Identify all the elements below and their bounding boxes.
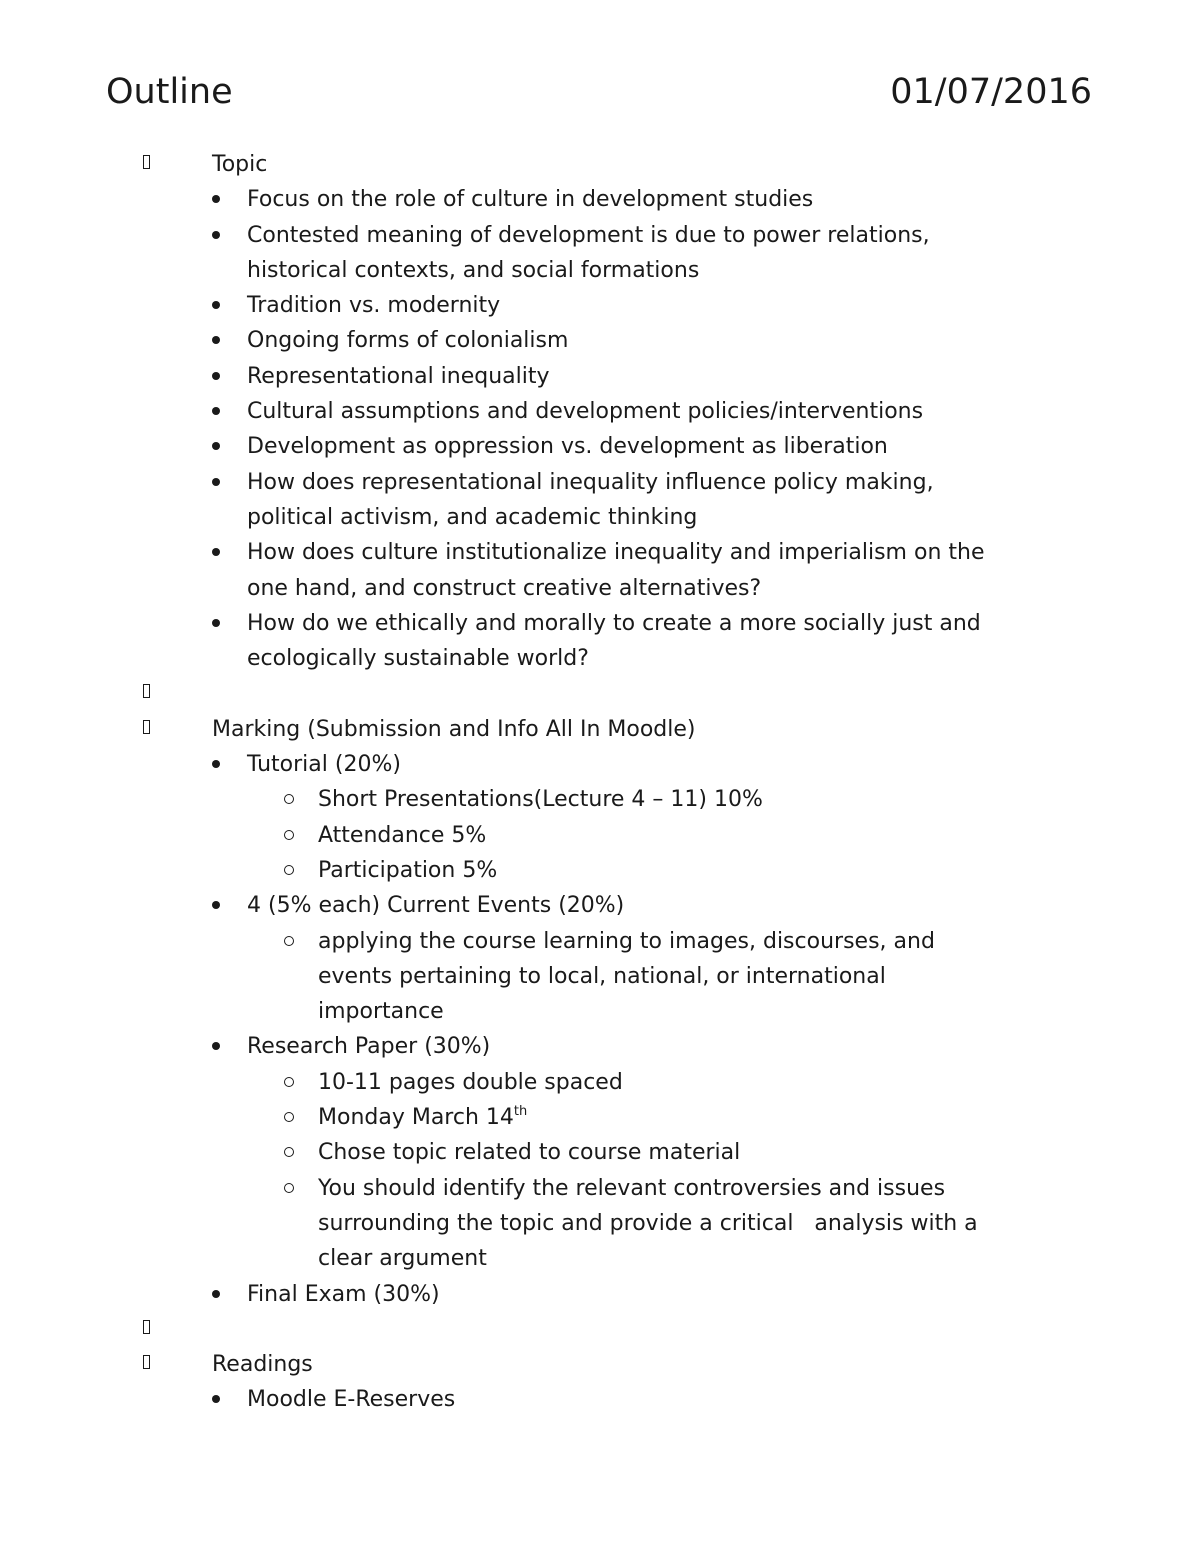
sub-list-item-text: importance (318, 999, 444, 1025)
empty-line (0, 676, 1200, 711)
list-item (0, 429, 1200, 464)
list-item-text: Final Exam (30%) (247, 1281, 440, 1307)
bullet-icon (212, 231, 220, 239)
sub-list-item (0, 1065, 1200, 1100)
bullet-icon (212, 407, 220, 415)
sub-list-item-continuation (0, 1241, 1200, 1276)
list-item (0, 606, 1200, 641)
list-item (0, 465, 1200, 500)
circle-bullet-icon (284, 794, 294, 804)
sub-list-item-text: events pertaining to local, national, or international (318, 963, 886, 989)
circle-bullet-icon (284, 1183, 294, 1193)
sub-list-item (0, 924, 1200, 959)
list-item-text: How do we ethically and morally to create a more socially just and (247, 610, 981, 636)
section-marking (0, 712, 1200, 747)
list-item-text: How does culture institutionalize inequality and imperialism on the (247, 540, 985, 566)
circle-bullet-icon (284, 830, 294, 840)
bullet-icon (212, 195, 220, 203)
circle-bullet-icon (284, 1147, 294, 1157)
list-item (0, 288, 1200, 323)
list-item (0, 182, 1200, 217)
outline-body (0, 147, 1200, 1418)
sub-list-item-text: Chose topic related to course material (318, 1140, 741, 1166)
bullet-icon (212, 901, 220, 909)
checkbox-square-icon (143, 1355, 150, 1369)
section-readings (0, 1347, 1200, 1382)
bullet-icon (212, 760, 220, 768)
sub-list-item-text: Participation 5% (318, 857, 498, 883)
due-date-text: Monday March 14 (318, 1105, 514, 1131)
sub-list-item (0, 1171, 1200, 1206)
bullet-icon (212, 548, 220, 556)
sub-list-item-continuation (0, 1206, 1200, 1241)
sub-list-item (0, 853, 1200, 888)
circle-bullet-icon (284, 1112, 294, 1122)
list-item-text: historical contexts, and social formations (247, 257, 700, 283)
list-item-text: Contested meaning of development is due to power relations, (247, 222, 930, 248)
sub-list-item-text (318, 1100, 527, 1135)
circle-bullet-icon (284, 865, 294, 875)
checkbox-square-icon (143, 155, 150, 169)
sub-list-item-text: clear argument (318, 1246, 487, 1272)
sub-list-item-text: 10-11 pages double spaced (318, 1069, 623, 1095)
sub-list-item-text: surrounding the topic and provide a critical analysis with a (318, 1210, 978, 1236)
list-item (0, 747, 1200, 782)
sub-list-item-continuation (0, 959, 1200, 994)
sub-list-item (0, 1100, 1200, 1135)
sub-list-item-text: applying the course learning to images, discourses, and (318, 928, 935, 954)
list-item-text: Representational inequality (247, 363, 550, 389)
sub-list-item-text: Short Presentations(Lecture 4 – 11) 10% (318, 787, 763, 813)
bullet-icon (212, 1395, 220, 1403)
list-item-continuation (0, 253, 1200, 288)
sub-list-item (0, 782, 1200, 817)
sub-list-item (0, 1135, 1200, 1170)
checkbox-square-icon (143, 720, 150, 734)
sub-list-item-continuation (0, 994, 1200, 1029)
empty-line (0, 1312, 1200, 1347)
list-item-text: Development as oppression vs. development as liberation (247, 434, 888, 460)
list-item (0, 1029, 1200, 1064)
bullet-icon (212, 619, 220, 627)
checkbox-square-icon (143, 684, 150, 698)
section-heading: Readings (212, 1352, 313, 1378)
page-title: Outline (106, 72, 233, 112)
list-item-text: Moodle E-Reserves (247, 1387, 456, 1413)
sub-list-item-text: You should identify the relevant controversies and issues (318, 1175, 946, 1201)
list-item-text: Cultural assumptions and development policies/interventions (247, 399, 924, 425)
list-item (0, 535, 1200, 570)
list-item (0, 218, 1200, 253)
list-item (0, 323, 1200, 358)
sub-list-item (0, 818, 1200, 853)
list-item (0, 359, 1200, 394)
list-item (0, 1277, 1200, 1312)
section-heading: Marking (Submission and Info All In Moodle) (212, 716, 696, 742)
list-item-continuation (0, 500, 1200, 535)
list-item-text: Ongoing forms of colonialism (247, 328, 569, 354)
list-item-continuation (0, 571, 1200, 606)
checkbox-square-icon (143, 1320, 150, 1334)
bullet-icon (212, 1042, 220, 1050)
list-item-continuation (0, 641, 1200, 676)
list-item-text: ecologically sustainable world? (247, 646, 589, 672)
list-item-text: Research Paper (30%) (247, 1034, 491, 1060)
list-item-text: 4 (5% each) Current Events (20%) (247, 893, 625, 919)
sub-list-item-text: Attendance 5% (318, 822, 487, 848)
bullet-icon (212, 336, 220, 344)
page-date: 01/07/2016 (890, 72, 1092, 112)
bullet-icon (212, 478, 220, 486)
bullet-icon (212, 442, 220, 450)
circle-bullet-icon (284, 936, 294, 946)
list-item-text: one hand, and construct creative alternatives? (247, 575, 762, 601)
section-heading: Topic (212, 152, 268, 177)
list-item (0, 888, 1200, 923)
list-item-text: political activism, and academic thinking (247, 504, 698, 530)
ordinal-suffix: th (513, 1104, 528, 1120)
circle-bullet-icon (284, 1077, 294, 1087)
list-item-text: How does representational inequality influence policy making, (247, 469, 934, 495)
list-item (0, 394, 1200, 429)
list-item-text: Tutorial (20%) (247, 752, 401, 778)
bullet-icon (212, 1290, 220, 1298)
list-item-text: Focus on the role of culture in development studies (247, 187, 814, 213)
list-item (0, 1382, 1200, 1417)
section-topic (0, 147, 1200, 182)
bullet-icon (212, 372, 220, 380)
bullet-icon (212, 301, 220, 309)
list-item-text: Tradition vs. modernity (247, 293, 501, 319)
